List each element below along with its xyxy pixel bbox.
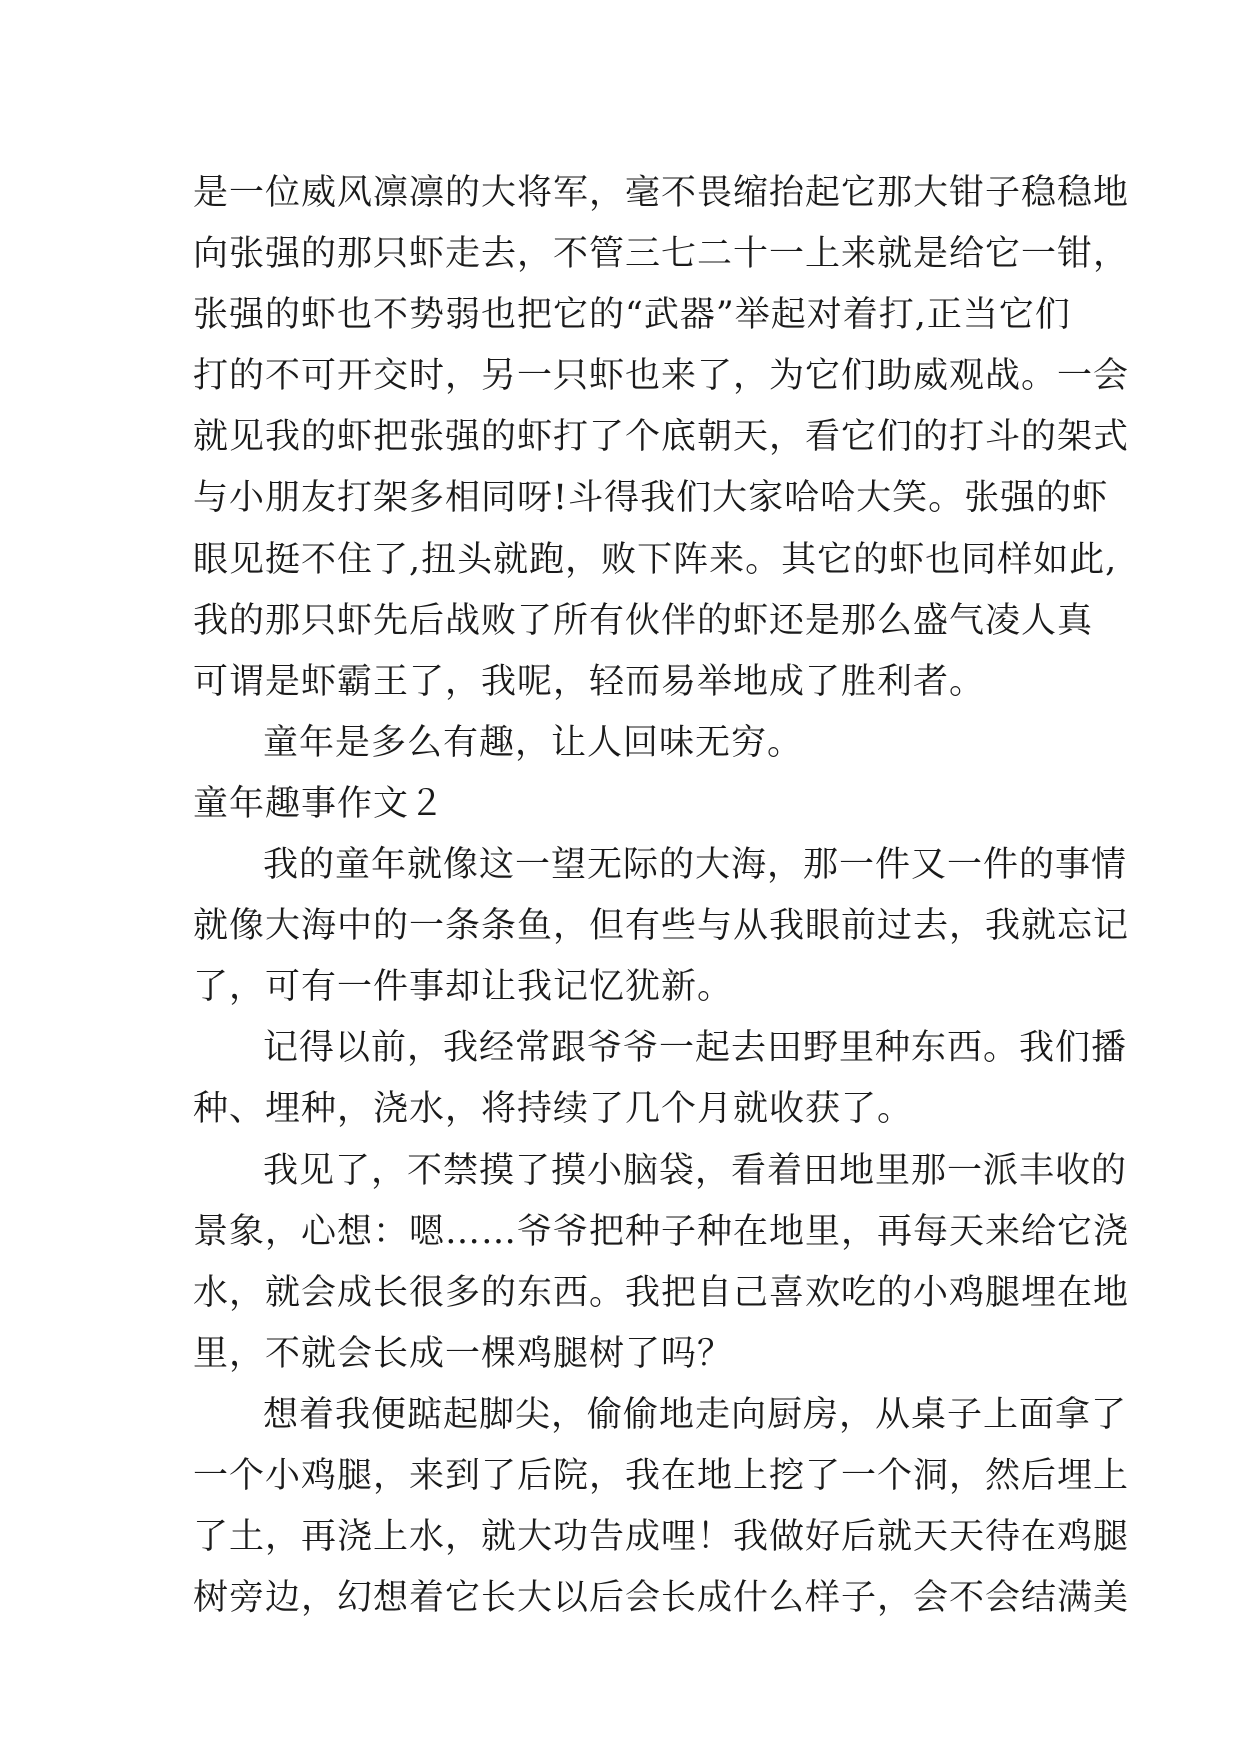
- text-line: 种、埋种，浇水，将持续了几个月就收获了。: [193, 1089, 914, 1130]
- text-line: 我的那只虾先后战败了所有伙伴的虾还是那么盛气凌人真: [193, 600, 1094, 641]
- text-line: 张强的虾也不势弱也把它的“武器”举起对着打,正当它们: [193, 295, 1071, 336]
- paragraph-start-line: 我的童年就像这一望无际的大海，那一件又一件的事情: [263, 845, 1128, 886]
- text-line: 是一位威风凛凛的大将军，毫不畏缩抬起它那大钳子稳稳地: [193, 173, 1130, 213]
- text-line: 就像大海中的一条条鱼，但有些与从我眼前过去，我就忘记: [193, 906, 1130, 947]
- text-line: 里，不就会长成一棵鸡腿树了吗？: [193, 1333, 734, 1374]
- paragraph-start-line: 我见了，不禁摸了摸小脑袋，看着田地里那一派丰收的: [263, 1150, 1128, 1191]
- text-line: 就见我的虾把张强的虾打了个底朝天，看它们的打斗的架式: [193, 417, 1130, 458]
- text-line: 打的不可开交时，另一只虾也来了，为它们助威观战。一会: [193, 356, 1130, 397]
- text-line: 可谓是虾霸王了，我呢，轻而易举地成了胜利者。: [193, 661, 986, 702]
- paragraph-start-line: 记得以前，我经常跟爷爷一起去田野里种东西。我们播: [263, 1028, 1128, 1069]
- text-line: 树旁边，幻想着它长大以后会长成什么样子，会不会结满美: [193, 1578, 1130, 1619]
- section-heading: 童年趣事作文２: [193, 783, 446, 824]
- text-line: 与小朋友打架多相同呀!斗得我们大家哈哈大笑。张强的虾: [193, 478, 1109, 519]
- document-body: [193, 163, 1130, 1629]
- paragraph-start-line: 童年是多么有趣，让人回味无穷。: [263, 722, 804, 763]
- text-line: 了，可有一件事却让我记忆犹新。: [193, 967, 734, 1008]
- text-line: 向张强的那只虾走去，不管三七二十一上来就是给它一钳，: [193, 234, 1130, 275]
- text-line: 眼见挺不住了,扭头就跑，败下阵来。其它的虾也同样如此,: [193, 539, 1118, 580]
- text-line: 一个小鸡腿，来到了后院，我在地上挖了一个洞，然后埋上: [193, 1455, 1130, 1496]
- text-line: 了土，再浇上水，就大功告成哩！我做好后就天天待在鸡腿: [193, 1517, 1130, 1558]
- text-line: 水，就会成长很多的东西。我把自己喜欢吃的小鸡腿埋在地: [193, 1272, 1130, 1313]
- text-line: 景象，心想：嗯……爷爷把种子种在地里，再每天来给它浇: [193, 1211, 1130, 1252]
- paragraph-start-line: 想着我便踮起脚尖，偷偷地走向厨房，从桌子上面拿了: [263, 1394, 1128, 1435]
